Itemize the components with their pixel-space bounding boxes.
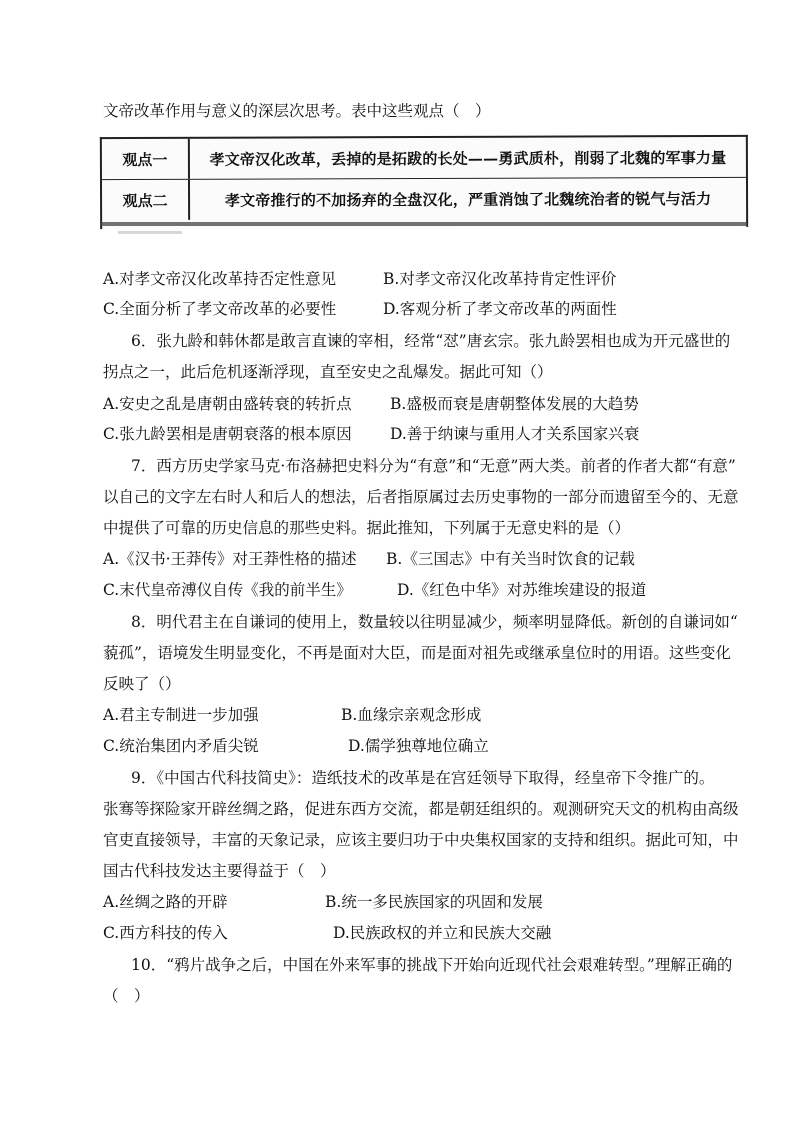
question-5-stem: 文帝改革作用与意义的深层次思考。表中这些观点（ ） — [103, 102, 491, 120]
q8-option-d: D.儒学独尊地位确立 — [348, 737, 489, 755]
q6-option-b: B.盛极而衰是唐朝整体发展的大趋势 — [390, 395, 639, 413]
q10-stem-line2: （ ） — [103, 987, 150, 1005]
q6-option-d: D.善于纳谏与重用人才关系国家兴衰 — [390, 425, 640, 443]
q7-stem-line3: 中提供了可靠的历史信息的那些史料。据此推知，下列属于无意史料的是（） — [103, 519, 631, 537]
q9-stem-line3: 官吏直接领导，丰富的天象记录，应该主要归功于中央集权国家的支持和组织。据此可知，中 — [103, 831, 739, 849]
q7-option-c: C.末代皇帝溥仪自传《我的前半生》 — [103, 581, 352, 599]
q6-stem-line2: 拐点之一，此后危机逐渐浮现，直至安史之乱爆发。据此可知（） — [103, 363, 553, 381]
viewpoint-table — [100, 135, 748, 229]
q8-stem-line3: 反映了（） — [103, 675, 181, 693]
q7-stem-line2: 以自己的文字左右时人和后人的想法，后者指原属过去历史事物的一部分而遗留至今的、无意 — [103, 488, 739, 506]
table-row-label: 观点一 — [102, 139, 190, 179]
table-row-text: 孝文帝汉化改革，丢掉的是拓跋的长处——勇武质朴，削弱了北魏的军事力量 — [209, 148, 727, 169]
q8-option-b: B.血缘宗亲观念形成 — [341, 706, 482, 724]
q7-option-b: B.《三国志》中有关当时饮食的记载 — [386, 550, 635, 568]
q8-option-a: A.君主专制进一步加强 — [103, 706, 259, 724]
q8-option-c: C.统治集团内矛盾尖锐 — [103, 737, 259, 755]
q6-stem-line1: 6．张九龄和韩休都是敢言直谏的宰相，经常“怼”唐玄宗。张九龄罢相也成为开元盛世的 — [131, 332, 731, 350]
q10-stem-line1: 10．“鸦片战争之后，中国在外来军事的挑战下开始向近现代社会艰难转型。”理解正确的 — [131, 956, 733, 974]
q5-option-c: C.全面分析了孝文帝改革的必要性 — [103, 300, 337, 318]
q9-option-a: A.丝绸之路的开辟 — [103, 893, 228, 911]
q6-option-c: C.张九龄罢相是唐朝衰落的根本原因 — [103, 425, 352, 443]
q9-option-c: C.西方科技的传入 — [103, 924, 228, 942]
q9-option-d: D.民族政权的并立和民族大交融 — [333, 924, 552, 942]
q9-stem-line4: 国古代科技发达主要得益于（ ） — [103, 862, 336, 880]
q9-option-b: B.统一多民族国家的巩固和发展 — [325, 893, 543, 911]
q7-option-a: A.《汉书·王莽传》对王莽性格的描述 — [103, 550, 357, 568]
q5-option-b: B.对孝文帝汉化改革持肯定性评价 — [383, 270, 617, 288]
q8-stem-line2: 藐孤”，语境发生明显变化，不再是面对大臣，而是面对祖先或继承皇位时的用语。这些变化 — [103, 644, 731, 662]
q5-option-d: D.客观分析了孝文帝改革的两面性 — [383, 300, 617, 318]
scan-smudge — [118, 231, 182, 234]
q7-stem-line1: 7．西方历史学家马克·布洛赫把史料分为“有意”和“无意”两大类。前者的作者大都“有意” — [131, 457, 736, 475]
q6-option-a: A.安史之乱是唐朝由盛转衰的转折点 — [103, 395, 352, 413]
table-bottom-edge — [100, 222, 746, 226]
q5-option-a: A.对孝文帝汉化改革持否定性意见 — [103, 270, 337, 288]
table-row — [102, 178, 746, 220]
q8-stem-line1: 8．明代君主在自谦词的使用上，数量较以往明显减少，频率明显降低。新创的自谦词如“ — [131, 613, 738, 631]
table-row-text: 孝文帝推行的不加扬弃的全盘汉化，严重消蚀了北魏统治者的锐气与活力 — [224, 189, 712, 210]
q7-option-d: D.《红色中华》对苏维埃建设的报道 — [397, 581, 647, 599]
table-row — [102, 137, 746, 180]
q9-stem-line2: 张骞等探险家开辟丝绸之路，促进东西方交流，都是朝廷组织的。观测研究天文的机构由高级 — [103, 800, 739, 818]
q9-stem-line1: 9．《中国古代科技简史》：造纸技术的改革是在宫廷领导下取得，经皇帝下令推广的。 — [131, 769, 715, 787]
table-row-label: 观点二 — [102, 180, 190, 220]
